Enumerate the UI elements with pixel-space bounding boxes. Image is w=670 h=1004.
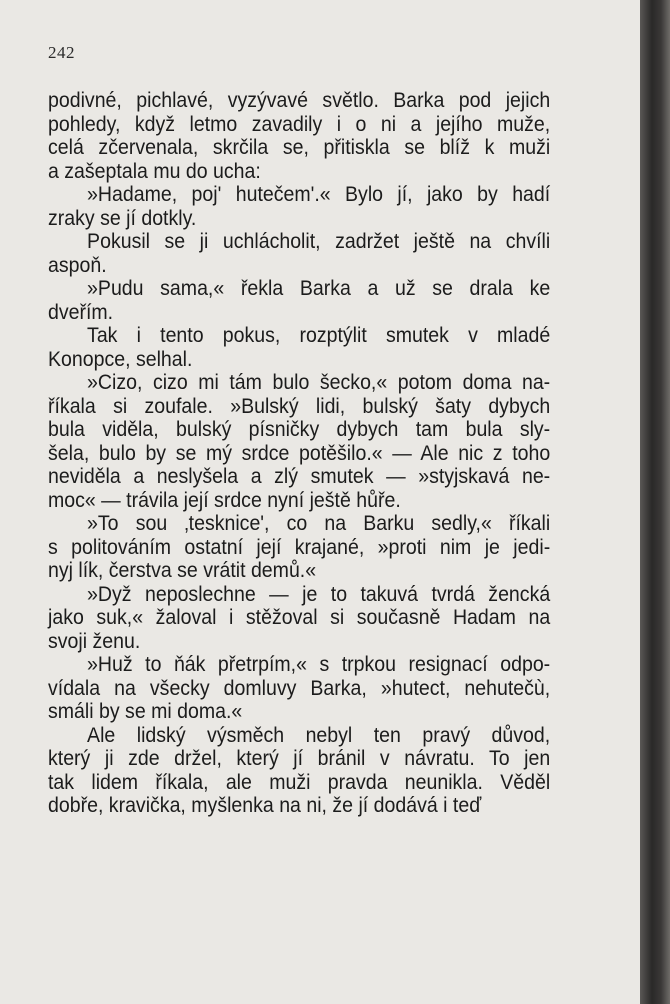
text-line: celá zčervenala, skrčila se, přitiskla se blíž k muži — [48, 136, 551, 159]
text-line: tak lidem říkala, ale muži pravda neunikla. Věděl — [48, 770, 551, 794]
page-number: 242 — [48, 43, 75, 62]
book-spine-shadow — [640, 0, 670, 1004]
text-line: moc« — trávila její srdce nyní ještě hůře. — [48, 488, 401, 512]
text-line: zraky se jí dotkly. — [48, 206, 197, 230]
text-line: »Hadame, poj' hutečem'.« Bylo jí, jako by hadí — [87, 183, 551, 206]
text-line: »Huž to ňák přetrpím,« s trpkou resignací odpo- — [87, 653, 551, 676]
text-line: s politováním ostatní její krajané, »proti nim je jedi- — [48, 535, 551, 559]
text-line: »Dyž neposlechne — je to takuvá tvrdá žencká — [87, 582, 551, 606]
text-line: Ale lidský výsměch nebyl ten pravý důvod, — [87, 723, 551, 747]
text-line: Tak i tento pokus, rozptýlit smutek v mladé — [87, 324, 551, 347]
text-line: podivné, pichlavé, vyzývavé světlo. Barka pod jejich — [48, 89, 551, 112]
text-line: aspoň. — [48, 253, 107, 277]
text-line: Konopce, selhal. — [48, 347, 193, 371]
text-line: jako suk,« žaloval i stěžoval si současně Hadam na — [48, 606, 551, 629]
text-line: »To sou ‚tesknice', co na Barku sedly,« říkali — [87, 512, 551, 535]
text-line: smáli by se mi doma.« — [48, 700, 243, 723]
text-line: říkala si zoufale. »Bulský lidi, bulský šaty dybych — [48, 394, 551, 418]
text-line: dveřím. — [48, 300, 114, 324]
text-line: bula viděla, bulský písničky dybych tam bula sly- — [48, 418, 551, 441]
text-line: »Cizo, cizo mi tám bulo šecko,« potom doma na- — [87, 371, 551, 394]
text-line: »Pudu sama,« řekla Barka a už se drala ke — [87, 277, 551, 300]
text-line: šela, bulo by se mý srdce potěšilo.« — Ale nic z toho — [48, 441, 551, 465]
body-text — [48, 89, 550, 818]
text-line: dobře, kravička, myšlenka na ni, že jí dodává i teď — [48, 794, 482, 817]
text-line: a zašeptala mu do ucha: — [48, 159, 261, 183]
text-line: nyj lík, čerstva se vrátit demů.« — [48, 559, 317, 582]
text-line: vídala na všecky domluvy Barka, »hutect, nehutečù, — [48, 676, 551, 700]
text-line: Pokusil se ji uchlácholit, zadržet ještě na chvíli — [87, 230, 551, 253]
text-line: neviděla a neslyšela a zlý smutek — »styjskavá ne- — [48, 465, 551, 488]
text-line: pohledy, když letmo zavadily i o ni a jejího muže, — [48, 112, 551, 136]
text-line: který ji zde držel, který jí bránil v návratu. To jen — [48, 747, 551, 770]
text-line: svoji ženu. — [48, 629, 141, 653]
